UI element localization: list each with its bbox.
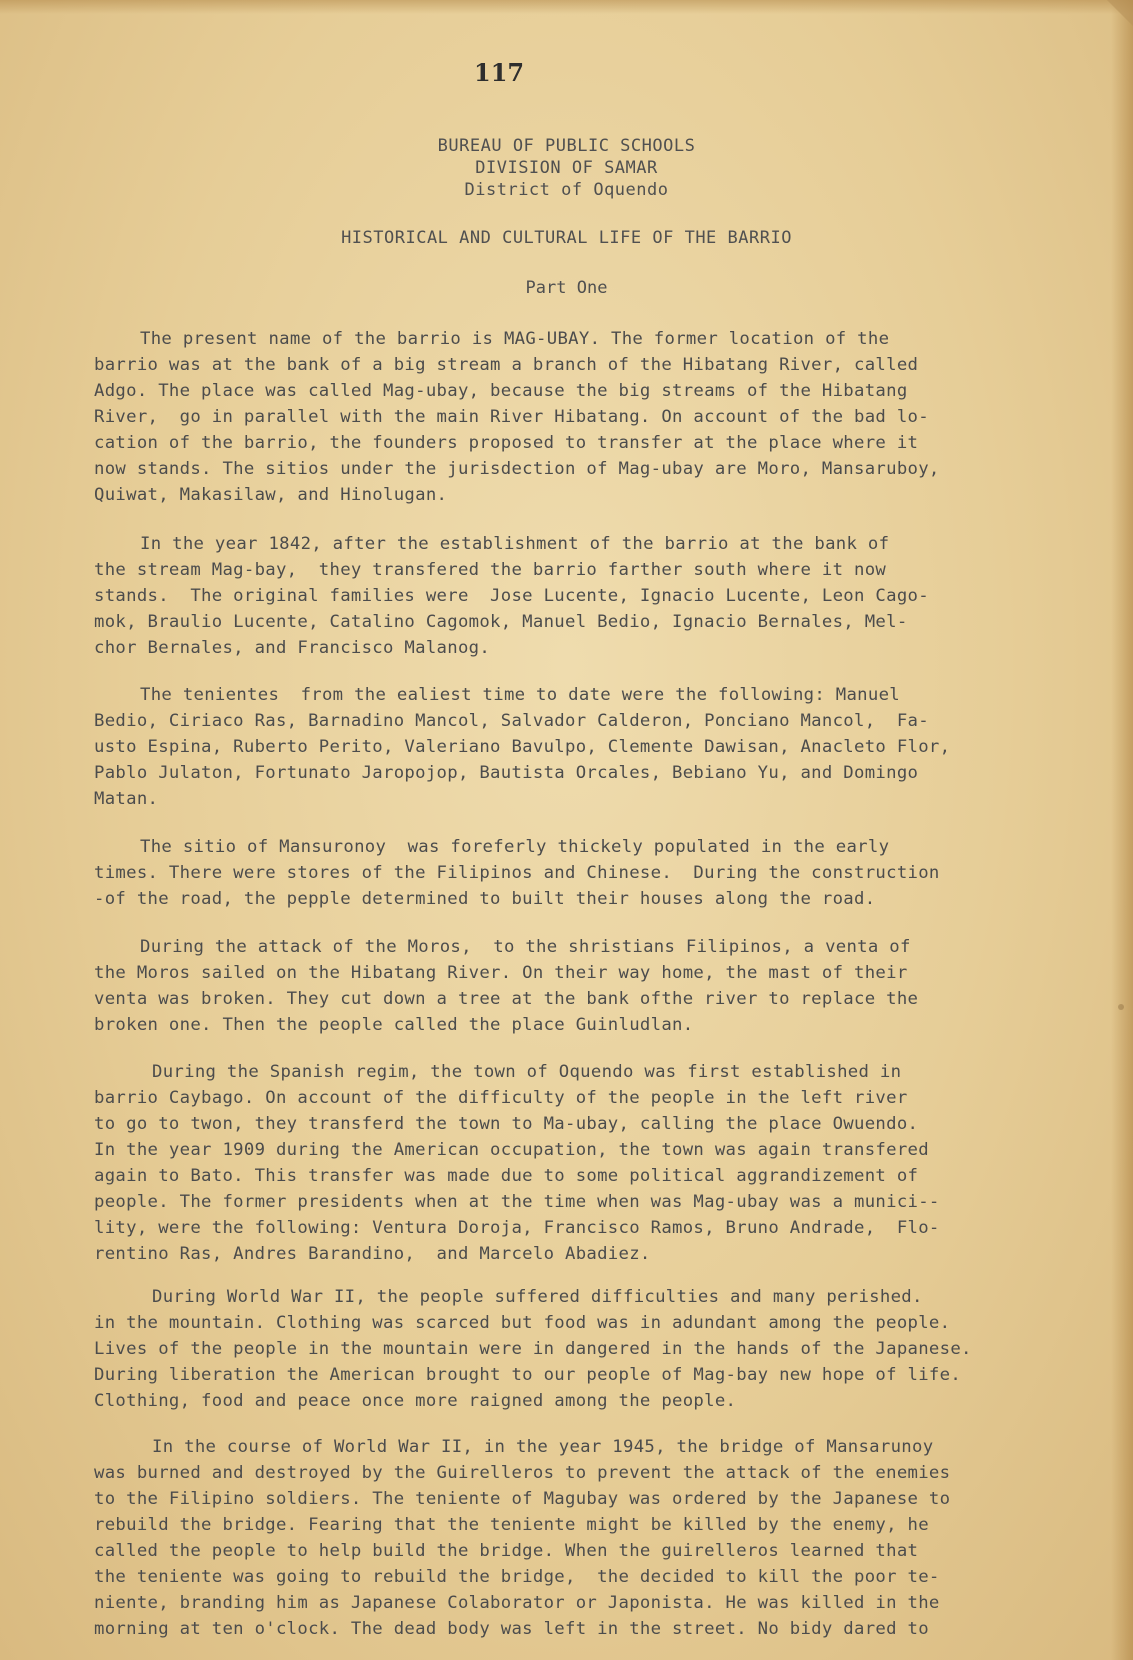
paragraph-line: mok, Braulio Lucente, Catalino Cagomok, Manuel Bedio, Ignacio Bernales, Mel- — [94, 612, 908, 632]
paragraph-line: again to Bato. This transfer was made due to some political aggrandizement of — [94, 1166, 919, 1186]
paragraph-line: called the people to help build the bridge. When the guirelleros learned that — [94, 1541, 919, 1561]
header-division: DIVISION OF SAMAR — [475, 158, 658, 178]
paragraph-line: In the year 1909 during the American occupation, the town was again transfered — [94, 1140, 929, 1160]
paragraph-line: During liberation the American brought to our people of Mag-bay new hope of life. — [94, 1365, 962, 1385]
paragraph-line: the stream Mag-bay, they transfered the barrio farther south where it now — [94, 560, 887, 580]
paragraph-line: lity, were the following: Ventura Doroja, Francisco Ramos, Bruno Andrade, Flo- — [94, 1218, 940, 1238]
paragraph-line: barrio was at the bank of a big stream a branch of the Hibatang River, called — [94, 355, 919, 375]
paper-right-edge — [1111, 0, 1133, 1660]
part-label: Part One — [525, 278, 608, 298]
paragraph-line: The tenientes from the ealiest time to date were the following: Manuel — [140, 685, 900, 705]
paragraph-line: the teniente was going to rebuild the bridge, the decided to kill the poor te- — [94, 1567, 940, 1587]
paragraph-line: in the mountain. Clothing was scarced but food was in adundant among the people. — [94, 1313, 951, 1333]
paragraph-line: niente, branding him as Japanese Colaborator or Japonista. He was killed in the — [94, 1593, 940, 1613]
paragraph-line: In the year 1842, after the establishment of the barrio at the bank of — [140, 534, 890, 554]
paragraph-line: the Moros sailed on the Hibatang River. On their way home, the mast of their — [94, 963, 908, 983]
paragraph-line: usto Espina, Ruberto Perito, Valeriano Bavulpo, Clemente Dawisan, Anacleto Flor, — [94, 737, 951, 757]
paragraph-line: chor Bernales, and Francisco Malanog. — [94, 638, 491, 658]
paragraph-line: The sitio of Mansuronoy was foreferly thickely populated in the early — [140, 837, 890, 857]
paragraph-line: Lives of the people in the mountain were in dangered in the hands of the Japanese. — [94, 1339, 972, 1359]
paragraph-line: stands. The original families were Jose Lucente, Ignacio Lucente, Leon Cago- — [94, 586, 929, 606]
paper-top-edge — [0, 0, 1133, 14]
paragraph-line: now stands. The sitios under the jurisdection of Mag-ubay are Moro, Mansaruboy, — [94, 459, 940, 479]
document-title: HISTORICAL AND CULTURAL LIFE OF THE BARRIO — [341, 228, 792, 248]
paragraph-line: Clothing, food and peace once more raigned among the people. — [94, 1391, 737, 1411]
paragraph-line: Pablo Julaton, Fortunato Jaropojop, Bautista Orcales, Bebiano Yu, and Domingo — [94, 763, 919, 783]
paragraph-line: rebuild the bridge. Fearing that the teniente might be killed by the enemy, he — [94, 1515, 929, 1535]
paragraph-line: Quiwat, Makasilaw, and Hinolugan. — [94, 485, 448, 505]
paragraph-line: morning at ten o'clock. The dead body was left in the street. No bidy dared to — [94, 1619, 929, 1639]
paragraph-line: -of the road, the pepple determined to built their houses along the road. — [94, 889, 876, 909]
paragraph-line: Matan. — [94, 789, 159, 809]
paragraph-line: cation of the barrio, the founders proposed to transfer at the place where it — [94, 433, 919, 453]
paragraph-line: The present name of the barrio is MAG-UBAY. The former location of the — [140, 329, 890, 349]
page-number: 117 — [474, 58, 525, 87]
document-header — [0, 135, 1133, 201]
paper-blemish — [1118, 1004, 1124, 1010]
paragraph-line: During the attack of the Moros, to the shristians Filipinos, a venta of — [140, 937, 911, 957]
paragraph-line: broken one. Then the people called the place Guinludlan. — [94, 1015, 694, 1035]
paragraph-line: people. The former presidents when at the time when was Mag-ubay was a munici-- — [94, 1192, 940, 1212]
paragraph-line: In the course of World War II, in the year 1945, the bridge of Mansarunoy — [152, 1437, 934, 1457]
paragraph-line: to go to twon, they transferd the town to Ma-ubay, calling the place Owuendo. — [94, 1114, 919, 1134]
paragraph-line: River, go in parallel with the main River Hibatang. On account of the bad lo- — [94, 407, 929, 427]
paragraph-line: rentino Ras, Andres Barandino, and Marcelo Abadiez. — [94, 1244, 651, 1264]
paragraph-line: barrio Caybago. On account of the difficulty of the people in the left river — [94, 1088, 908, 1108]
paragraph-line: During the Spanish regim, the town of Oquendo was first established in — [152, 1062, 902, 1082]
paper-corner-curl — [1107, 0, 1133, 26]
paragraph-line: times. There were stores of the Filipinos and Chinese. During the construction — [94, 863, 940, 883]
header-district: District of Oquendo — [464, 180, 669, 200]
paragraph-line: During World War II, the people suffered difficulties and many perished. — [152, 1287, 923, 1307]
paragraph-line: to the Filipino soldiers. The teniente of Magubay was ordered by the Japanese to — [94, 1489, 951, 1509]
paragraph-line: was burned and destroyed by the Guirelleros to prevent the attack of the enemies — [94, 1463, 951, 1483]
header-bureau: BUREAU OF PUBLIC SCHOOLS — [437, 136, 696, 156]
paragraph-line: venta was broken. They cut down a tree at the bank ofthe river to replace the — [94, 989, 919, 1009]
paragraph-line: Bedio, Ciriaco Ras, Barnadino Mancol, Salvador Calderon, Ponciano Mancol, Fa- — [94, 711, 929, 731]
paragraph-line: Adgo. The place was called Mag-ubay, because the big streams of the Hibatang — [94, 381, 908, 401]
